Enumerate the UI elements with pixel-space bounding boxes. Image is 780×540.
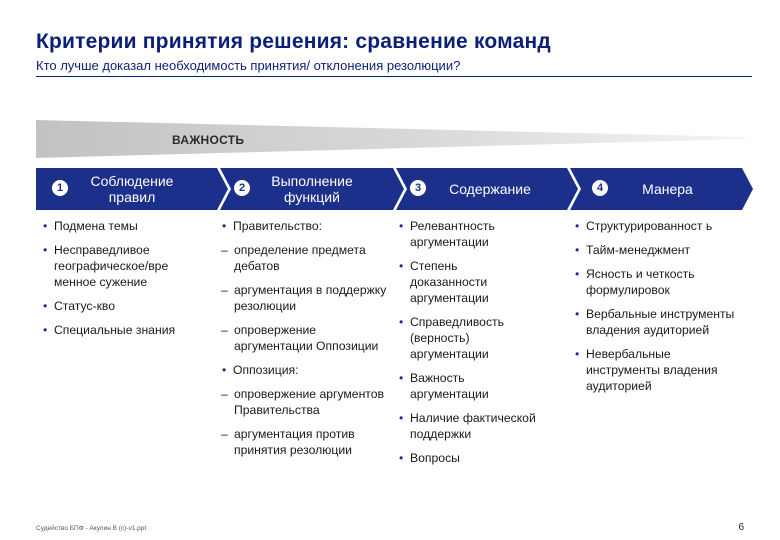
criterion-title-2-line1: Выполнение [271, 173, 353, 189]
list-item: • Релевантность аргументации [398, 218, 538, 250]
list-item: • Структурированност ь [574, 218, 742, 234]
criterion-title-2 [252, 173, 372, 205]
criterion-title-4 [610, 181, 725, 197]
criterion-number-1: 1 [52, 180, 68, 196]
list-item: – аргументация в поддержку резолюции [221, 282, 387, 314]
criterion-title-1 [72, 173, 192, 205]
criterion-title-1-line2: правил [108, 189, 156, 205]
criterion-title-1-line1: Соблюдение [90, 173, 174, 189]
list-item: • Невербальные инструменты владения аудиторией [574, 346, 742, 394]
list-item: • Степень доказанности аргументации [398, 258, 538, 306]
criterion-title-2-line2: функций [284, 189, 340, 205]
list-item: – аргументация против принятия резолюции [221, 426, 387, 458]
criterion-title-4-line1: Манера [642, 181, 693, 197]
importance-label: ВАЖНОСТЬ [172, 133, 245, 147]
list-item: • Правительство: [221, 218, 387, 234]
list-item: • Тайм-менеджмент [574, 242, 742, 258]
criterion-number-3: 3 [410, 180, 426, 196]
list-item: • Вопросы [398, 450, 538, 466]
criterion-column-1 [42, 218, 204, 346]
list-item: – определение предмета дебатов [221, 242, 387, 274]
list-item: • Ясность и четкость формулировок [574, 266, 742, 298]
list-item: • Оппозиция: [221, 362, 387, 378]
footer-file-label: Судейство БПФ - Акулин В (с)-v1.ppt [36, 525, 147, 532]
list-item: • Наличие фактической поддержки [398, 410, 538, 442]
page-title: Критерии принятия решения: сравнение команд [36, 30, 551, 53]
list-item: – опровержение аргументации Оппозиции [221, 322, 387, 354]
criterion-title-3 [430, 181, 550, 197]
criterion-title-3-line1: Содержание [449, 181, 531, 197]
list-item: • Подмена темы [42, 218, 204, 234]
criterion-number-2: 2 [234, 180, 250, 196]
criterion-column-2 [221, 218, 387, 466]
page-number: 6 [738, 522, 744, 533]
page-subtitle: Кто лучше доказал необходимость принятия/ отклонения резолюции? [36, 58, 461, 73]
list-item: • Специальные знания [42, 322, 204, 338]
list-item: • Вербальные инструменты владения аудиторией [574, 306, 742, 338]
list-item: • Справедливость (верность) аргументации [398, 314, 538, 362]
criterion-number-4: 4 [592, 180, 608, 196]
criterion-column-3 [398, 218, 538, 474]
list-item: • Статус-кво [42, 298, 204, 314]
criterion-column-4 [574, 218, 742, 402]
list-item: • Несправедливое географическое/вре менное сужение [42, 242, 204, 290]
list-item: • Важность аргументации [398, 370, 538, 402]
list-item: – опровержение аргументов Правительства [221, 386, 387, 418]
